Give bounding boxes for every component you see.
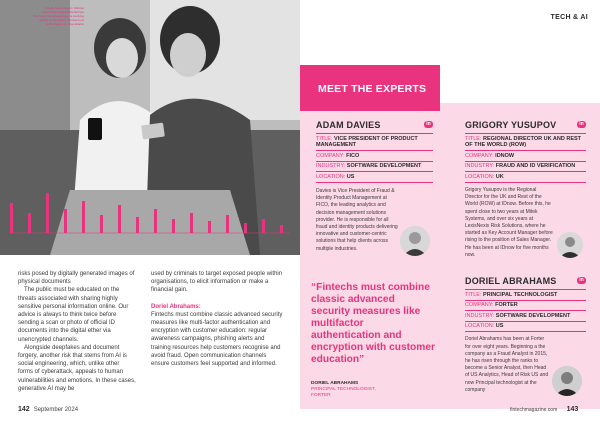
linkedin-icon[interactable]: in bbox=[577, 121, 586, 128]
photo-caption-line: The cyber threat landscape is evolving bbox=[32, 14, 84, 18]
photo-caption-line: Credit: Adobe Stock / Alfonso bbox=[45, 6, 84, 10]
expert-company-row bbox=[465, 300, 586, 311]
body-paragraph: used by criminals to target exposed people within organisations, to elicit information or make a financial gain. bbox=[151, 271, 283, 294]
expert-industry: SOFTWARE DEVELOPMENT bbox=[495, 312, 571, 319]
page-number: 142 bbox=[18, 406, 30, 413]
expert-bio: Grigory Yusupov is the Regional Director for the UK and Rest of the World (ROW) at IDnow. Before this, he spent close to two years at Mitek Systems, and over six years at LexisNexis Risk Solutions, where he started as Key Account Manager before rising to the position of Sales Manager. He has been at IDnow for five months now. bbox=[465, 186, 553, 258]
photo-caption-line: Soler/Getty Images/iStockphoto bbox=[41, 10, 84, 14]
section-tag: TECH & AI bbox=[550, 14, 588, 21]
hero-photo bbox=[0, 0, 300, 255]
label: TITLE: bbox=[465, 291, 482, 298]
expert-bio: Doriel Abrahams has been at Forter for over eight years. Beginning a the company as a Fraud Analyst in 2015, he has risen through the ranks to become a Senior Analyst, then Head of US Analytics, Head of Risk US and now Principal technologist at the company bbox=[465, 336, 549, 393]
expert-industry: SOFTWARE DEVELOPMENT bbox=[346, 163, 422, 170]
left-column-2 bbox=[151, 270, 284, 368]
label: TITLE: bbox=[316, 135, 333, 142]
right-folio bbox=[510, 406, 578, 413]
label: COMPANY: bbox=[465, 152, 494, 159]
decorative-bars bbox=[10, 183, 290, 243]
expert-title: PRINCIPAL TECHNOLOGIST bbox=[483, 291, 558, 298]
expert-location-row bbox=[465, 171, 586, 183]
avatar-adam-davies bbox=[400, 226, 430, 256]
expert-name: GRIGORY YUSUPOV bbox=[465, 120, 557, 130]
expert-title: VICE PRESIDENT OF PRODUCT MANAGEMENT bbox=[316, 135, 418, 149]
expert-company: IDNOW bbox=[495, 152, 515, 159]
body-paragraph: Alongside deepfakes and document forgery, another risk that stems from AI is social engineering, which, unlike other forms of cyberattack, appeals to human vulnerabilities and emotions. In these cases, generative AI may be bbox=[18, 344, 136, 392]
left-column-1 bbox=[18, 270, 136, 393]
photo-caption bbox=[6, 6, 84, 36]
expert-location: US bbox=[346, 173, 355, 180]
expert-title-row bbox=[316, 133, 433, 150]
expert-company: FORTER bbox=[495, 302, 518, 309]
body-paragraph: The public must be educated on the threats associated with sharing highly sensitive personal information online. Our advice is always to think twice before sending a scan or photo of official ID documents into the digital ether via unencrypted channels. bbox=[18, 287, 129, 343]
label: INDUSTRY: bbox=[316, 163, 346, 170]
subheading: Doriel Abrahams: bbox=[151, 303, 201, 310]
expert-location: UK bbox=[495, 173, 504, 180]
magazine-url[interactable]: fintechmagazine.com bbox=[510, 407, 558, 413]
label: COMPANY: bbox=[316, 152, 345, 159]
banner-title: MEET THE EXPERTS bbox=[318, 83, 427, 95]
expert-title: REGIONAL DIRECTOR UK AND REST OF THE WORLD (ROW) bbox=[465, 135, 582, 149]
quote-author: DORIEL ABRAHAMS bbox=[311, 381, 359, 386]
expert-title-row bbox=[465, 289, 586, 300]
expert-location: US bbox=[495, 323, 504, 330]
photo-caption-line: rapidly as fraudsters harness new bbox=[39, 18, 84, 22]
issue-date: September 2024 bbox=[33, 407, 79, 413]
page-number: 143 bbox=[566, 406, 579, 413]
body-paragraph: Fintechs must combine classic advanced security measures like multi-factor authentication and encryption with customer education: regular awareness campaigns, phishing alerts and training resources help customers recognise and avoid fraud. Open communication channels ensure customers feel supported and informed. bbox=[151, 311, 283, 368]
label: COMPANY: bbox=[465, 302, 494, 309]
linkedin-icon[interactable]: in bbox=[577, 277, 586, 284]
label: INDUSTRY: bbox=[465, 163, 495, 170]
expert-location-row bbox=[316, 171, 433, 183]
expert-industry: FRAUD AND ID VERIFICATION bbox=[495, 163, 576, 170]
label: LOCATION: bbox=[465, 323, 495, 330]
expert-title-row bbox=[465, 133, 586, 150]
expert-name: ADAM DAVIES bbox=[316, 120, 381, 130]
body-paragraph: risks posed by digitally generated images of physical documents bbox=[18, 271, 135, 286]
photo-caption-line: technologies to drive attacks bbox=[46, 22, 84, 26]
quote-attribution bbox=[311, 381, 376, 399]
avatar-grigory-yusupov bbox=[557, 232, 583, 258]
quote-author-title: PRINCIPAL TECHNOLOGIST, bbox=[311, 387, 376, 392]
label: LOCATION: bbox=[316, 173, 346, 180]
experts-panel-top bbox=[440, 103, 600, 111]
avatar-doriel-abrahams bbox=[552, 366, 582, 396]
pull-quote: “Fintechs must combine classic advanced security measures like multifactor authentication and encryption with customer education” bbox=[311, 282, 435, 365]
linkedin-icon[interactable]: in bbox=[424, 121, 433, 128]
expert-industry-row bbox=[465, 161, 586, 172]
expert-bio: Davies is Vice President of Fraud & Identity Product Management at FICO, the leading analytics and decision management solutions provider. He is responsible for all fraud and identity products delivering innovative and customer-centric solutions that help clients across multiple industries. bbox=[316, 187, 398, 252]
expert-company-row bbox=[316, 150, 433, 161]
label: INDUSTRY: bbox=[465, 312, 495, 319]
label: TITLE: bbox=[465, 135, 482, 142]
expert-name: DORIEL ABRAHAMS bbox=[465, 276, 557, 286]
expert-company: FICO bbox=[346, 152, 360, 159]
quote-author-company: FORTER bbox=[311, 393, 331, 398]
expert-industry-row bbox=[316, 161, 433, 172]
left-folio bbox=[18, 406, 78, 413]
label: LOCATION: bbox=[465, 173, 495, 180]
expert-company-row bbox=[465, 150, 586, 161]
meet-experts-banner bbox=[300, 65, 440, 111]
expert-industry-row bbox=[465, 310, 586, 321]
expert-location-row bbox=[465, 321, 586, 333]
